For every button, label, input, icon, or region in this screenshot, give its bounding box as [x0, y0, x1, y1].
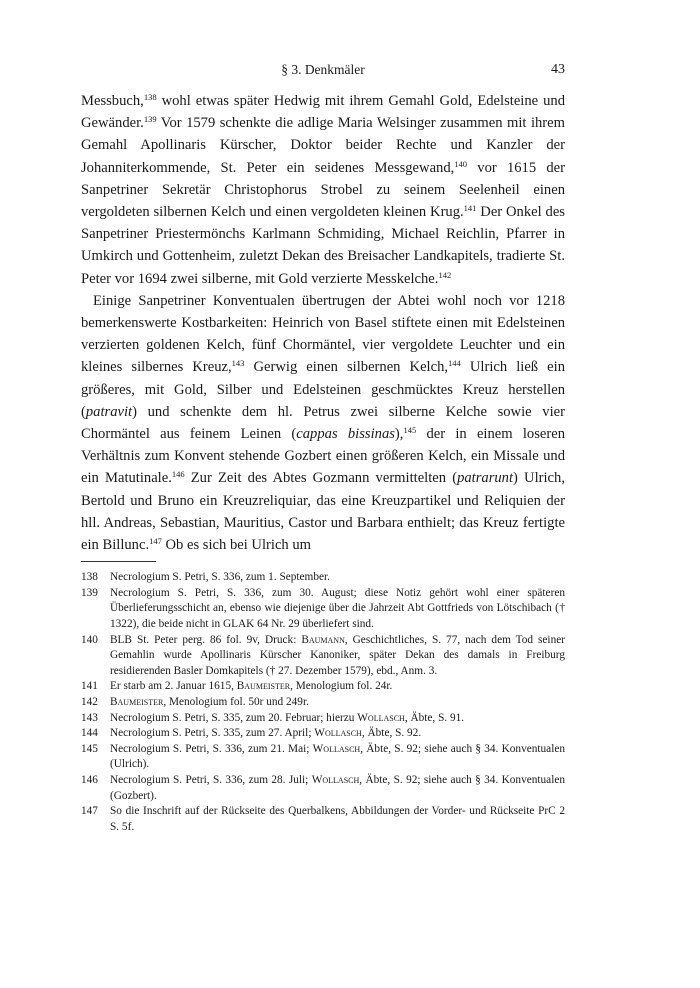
author-name: Baumeister — [110, 696, 164, 709]
text-run: ) Ulrich, Bertold und Bruno ein Kreuzreliquiar, das eine Kreuzpartikel und Reliquien der hll. Andreas, Sebastian, Mauritius, Castor und Barbara enthielt; das Kreuz fertigte ein Billunc. — [81, 470, 565, 554]
paragraph-2 — [81, 290, 565, 556]
footnote-text — [110, 742, 565, 773]
text-run: Vor 1579 schenkte die adlige Maria Welsinger zusammen mit ihrem Gemahl Apollinaris Kürscher, Doktor beider Rechte und Kanzler der Johanniterkommende, St. Peter ein seidenes Messgewand, — [81, 115, 565, 176]
text-run: der in einem loseren Verhältnis zum Konvent stehende Gozbert einen größeren Kelch, ein Missale und ein Matutinale. — [81, 426, 565, 487]
footnote-ref[interactable]: 139 — [143, 114, 157, 125]
running-head — [81, 58, 565, 82]
footnote-number: 140 — [81, 633, 98, 646]
footnote-ref[interactable]: 147 — [149, 536, 162, 547]
text-run: Necrologium S. Petri, S. 336, zum 30. August; diese Notiz gehört wohl einer späteren Überlieferungsschicht an, ebenso wie diejenige über die Jahrzeit Abt Gottfrieds von Lötschibach († 1322), die beide nicht in GLAK 64 Nr. 29 überliefert sind. — [110, 586, 565, 631]
text-run: Zur Zeit des Abtes Gozmann vermittelten ( — [184, 470, 458, 487]
text-run: ) und schenkte dem hl. Petrus zwei silberne Kelche sowie vier Chormäntel aus feinem Leinen ( — [81, 403, 565, 443]
text-run: ), — [394, 426, 404, 443]
author-name: Baumann — [301, 633, 345, 646]
page-number: 43 — [551, 62, 565, 77]
footnote-text — [110, 804, 565, 835]
footnote-number: 142 — [81, 696, 98, 709]
text-run: Necrologium S. Petri, S. 336, zum 21. Mai; — [110, 742, 313, 755]
footnote-145 — [81, 742, 565, 773]
footnote-144 — [81, 726, 565, 742]
text-run: Necrologium S. Petri, S. 335, zum 20. Februar; hierzu — [110, 711, 358, 724]
text-run: , Äbte, S. 92; siehe auch § 34. Konventualen (Gozbert). — [110, 773, 565, 802]
text-run: , Menologium fol. 24r. — [290, 680, 393, 693]
text-run: Gerwig einen silbernen Kelch, — [244, 359, 449, 376]
author-name: Wollasch — [357, 711, 405, 724]
footnote-ref[interactable]: 145 — [403, 425, 417, 436]
text-run: So die Inschrift auf der Rückseite des Querbalkens, Abbildungen der Vorder- und Rückseite PrC 2 S. 5f. — [110, 805, 565, 833]
footnote-number: 139 — [81, 586, 98, 599]
footnote-ref[interactable]: 144 — [448, 358, 461, 369]
footnote-number: 143 — [81, 711, 98, 724]
footnote-number: 145 — [81, 742, 98, 755]
footnote-number: 146 — [81, 773, 98, 786]
latin-term: cappas bissinas — [296, 426, 395, 443]
footnote-ref[interactable]: 141 — [463, 203, 477, 214]
footnote-141 — [81, 679, 565, 695]
footnote-number: 144 — [81, 727, 98, 740]
text-run: Necrologium S. Petri, S. 335, zum 27. April; — [110, 727, 315, 740]
paragraph-1 — [81, 90, 565, 290]
footnote-ref[interactable]: 143 — [231, 358, 245, 369]
text-run: Er starb am 2. Januar 1615, — [110, 680, 237, 693]
text-run: Ulrich ließ ein größeres, mit Gold, Silber und Edelsteinen geschmücktes Kreuz herstellen ( — [81, 359, 565, 420]
footnote-text — [110, 633, 565, 680]
footnote-143 — [81, 711, 565, 727]
latin-term: patravit — [85, 403, 133, 420]
footnote-ref[interactable]: 142 — [438, 269, 452, 280]
text-run: , Äbte, S. 92. — [361, 727, 422, 740]
author-name: Wollasch — [311, 773, 360, 786]
footnote-ref[interactable]: 140 — [454, 158, 468, 169]
footnote-140 — [81, 633, 565, 680]
footnote-number: 141 — [81, 680, 98, 693]
footnote-text — [110, 773, 565, 804]
footnote-text — [110, 586, 565, 633]
body-text — [81, 90, 565, 556]
footnote-142 — [81, 695, 565, 711]
footnote-text — [110, 711, 565, 727]
footnote-138 — [81, 570, 565, 586]
footnote-text — [110, 679, 565, 695]
footnote-text — [110, 726, 565, 742]
text-run: Messbuch, — [81, 93, 144, 109]
footnote-text — [110, 695, 565, 711]
text-run: Necrologium S. Petri, S. 336, zum 1. September. — [110, 571, 330, 584]
book-page — [81, 58, 565, 835]
text-run: , Menologium fol. 50r und 249r. — [163, 696, 309, 709]
text-run: BLB St. Peter perg. 86 fol. 9v, Druck: — [110, 633, 302, 646]
footnote-number: 138 — [81, 571, 98, 584]
footnote-divider — [81, 561, 156, 562]
section-title: § 3. Denkmäler — [281, 62, 365, 77]
footnote-147 — [81, 804, 565, 835]
footnote-146 — [81, 773, 565, 804]
author-name: Wollasch — [314, 727, 362, 740]
latin-term: patrarunt — [457, 470, 514, 487]
footnote-text — [110, 570, 565, 586]
text-run: Ob es sich bei Ulrich um — [161, 537, 312, 554]
footnote-number: 147 — [81, 805, 98, 818]
footnotes — [81, 570, 565, 835]
text-run: Necrologium S. Petri, S. 336, zum 28. Juli; — [110, 773, 312, 786]
text-run: vor 1615 der Sanpetriner Sekretär Christophorus Strobel zu seinem Seelenheil einen vergoldeten silbernen Kelch und einen vergoldeten kleinen Krug. — [81, 159, 565, 221]
footnote-139 — [81, 586, 565, 633]
footnote-ref[interactable]: 138 — [143, 92, 157, 102]
text-run: , Geschichtliches, S. 77, nach dem Tod seiner Gemahlin wurde Apollinaris Kürscher Kanoniker, später Dekan des damals in Freiburg residierenden Basler Domkapitels († 27. Dezember 1579), ebd., Anm. 3. — [110, 633, 565, 677]
text-run: wohl etwas später Hedwig mit ihrem Gemahl Gold, Edelsteine und Gewänder. — [81, 93, 565, 132]
text-run: , Äbte, S. 92; siehe auch § 34. Konventualen (Ulrich). — [110, 742, 565, 771]
text-run: Der Onkel des Sanpetriner Priestermönchs Karlmann Schmiding, Michael Reichlin, Pfarrer in Umkirch und Gottenheim, zuletzt Dekan des Breisacher Landkapitels, tradierte St. Peter vor 1694 zwei silberne, mit Gold verzierte Messkelche. — [81, 204, 565, 287]
text-run: , Äbte, S. 91. — [404, 711, 465, 724]
text-run: Einige Sanpetriner Konventualen übertrugen der Abtei wohl noch vor 1218 bemerkenswerte Kostbarkeiten: Heinrich von Basel stiftete einen mit Edelsteinen verzierten goldenen Kelch, fünf Chormäntel, vier vergoldete Leuchter und ein kleines silbernes Kreuz, — [81, 292, 565, 376]
author-name: Wollasch — [312, 742, 361, 755]
author-name: Baumeister — [236, 680, 291, 693]
footnote-ref[interactable]: 146 — [171, 469, 185, 480]
